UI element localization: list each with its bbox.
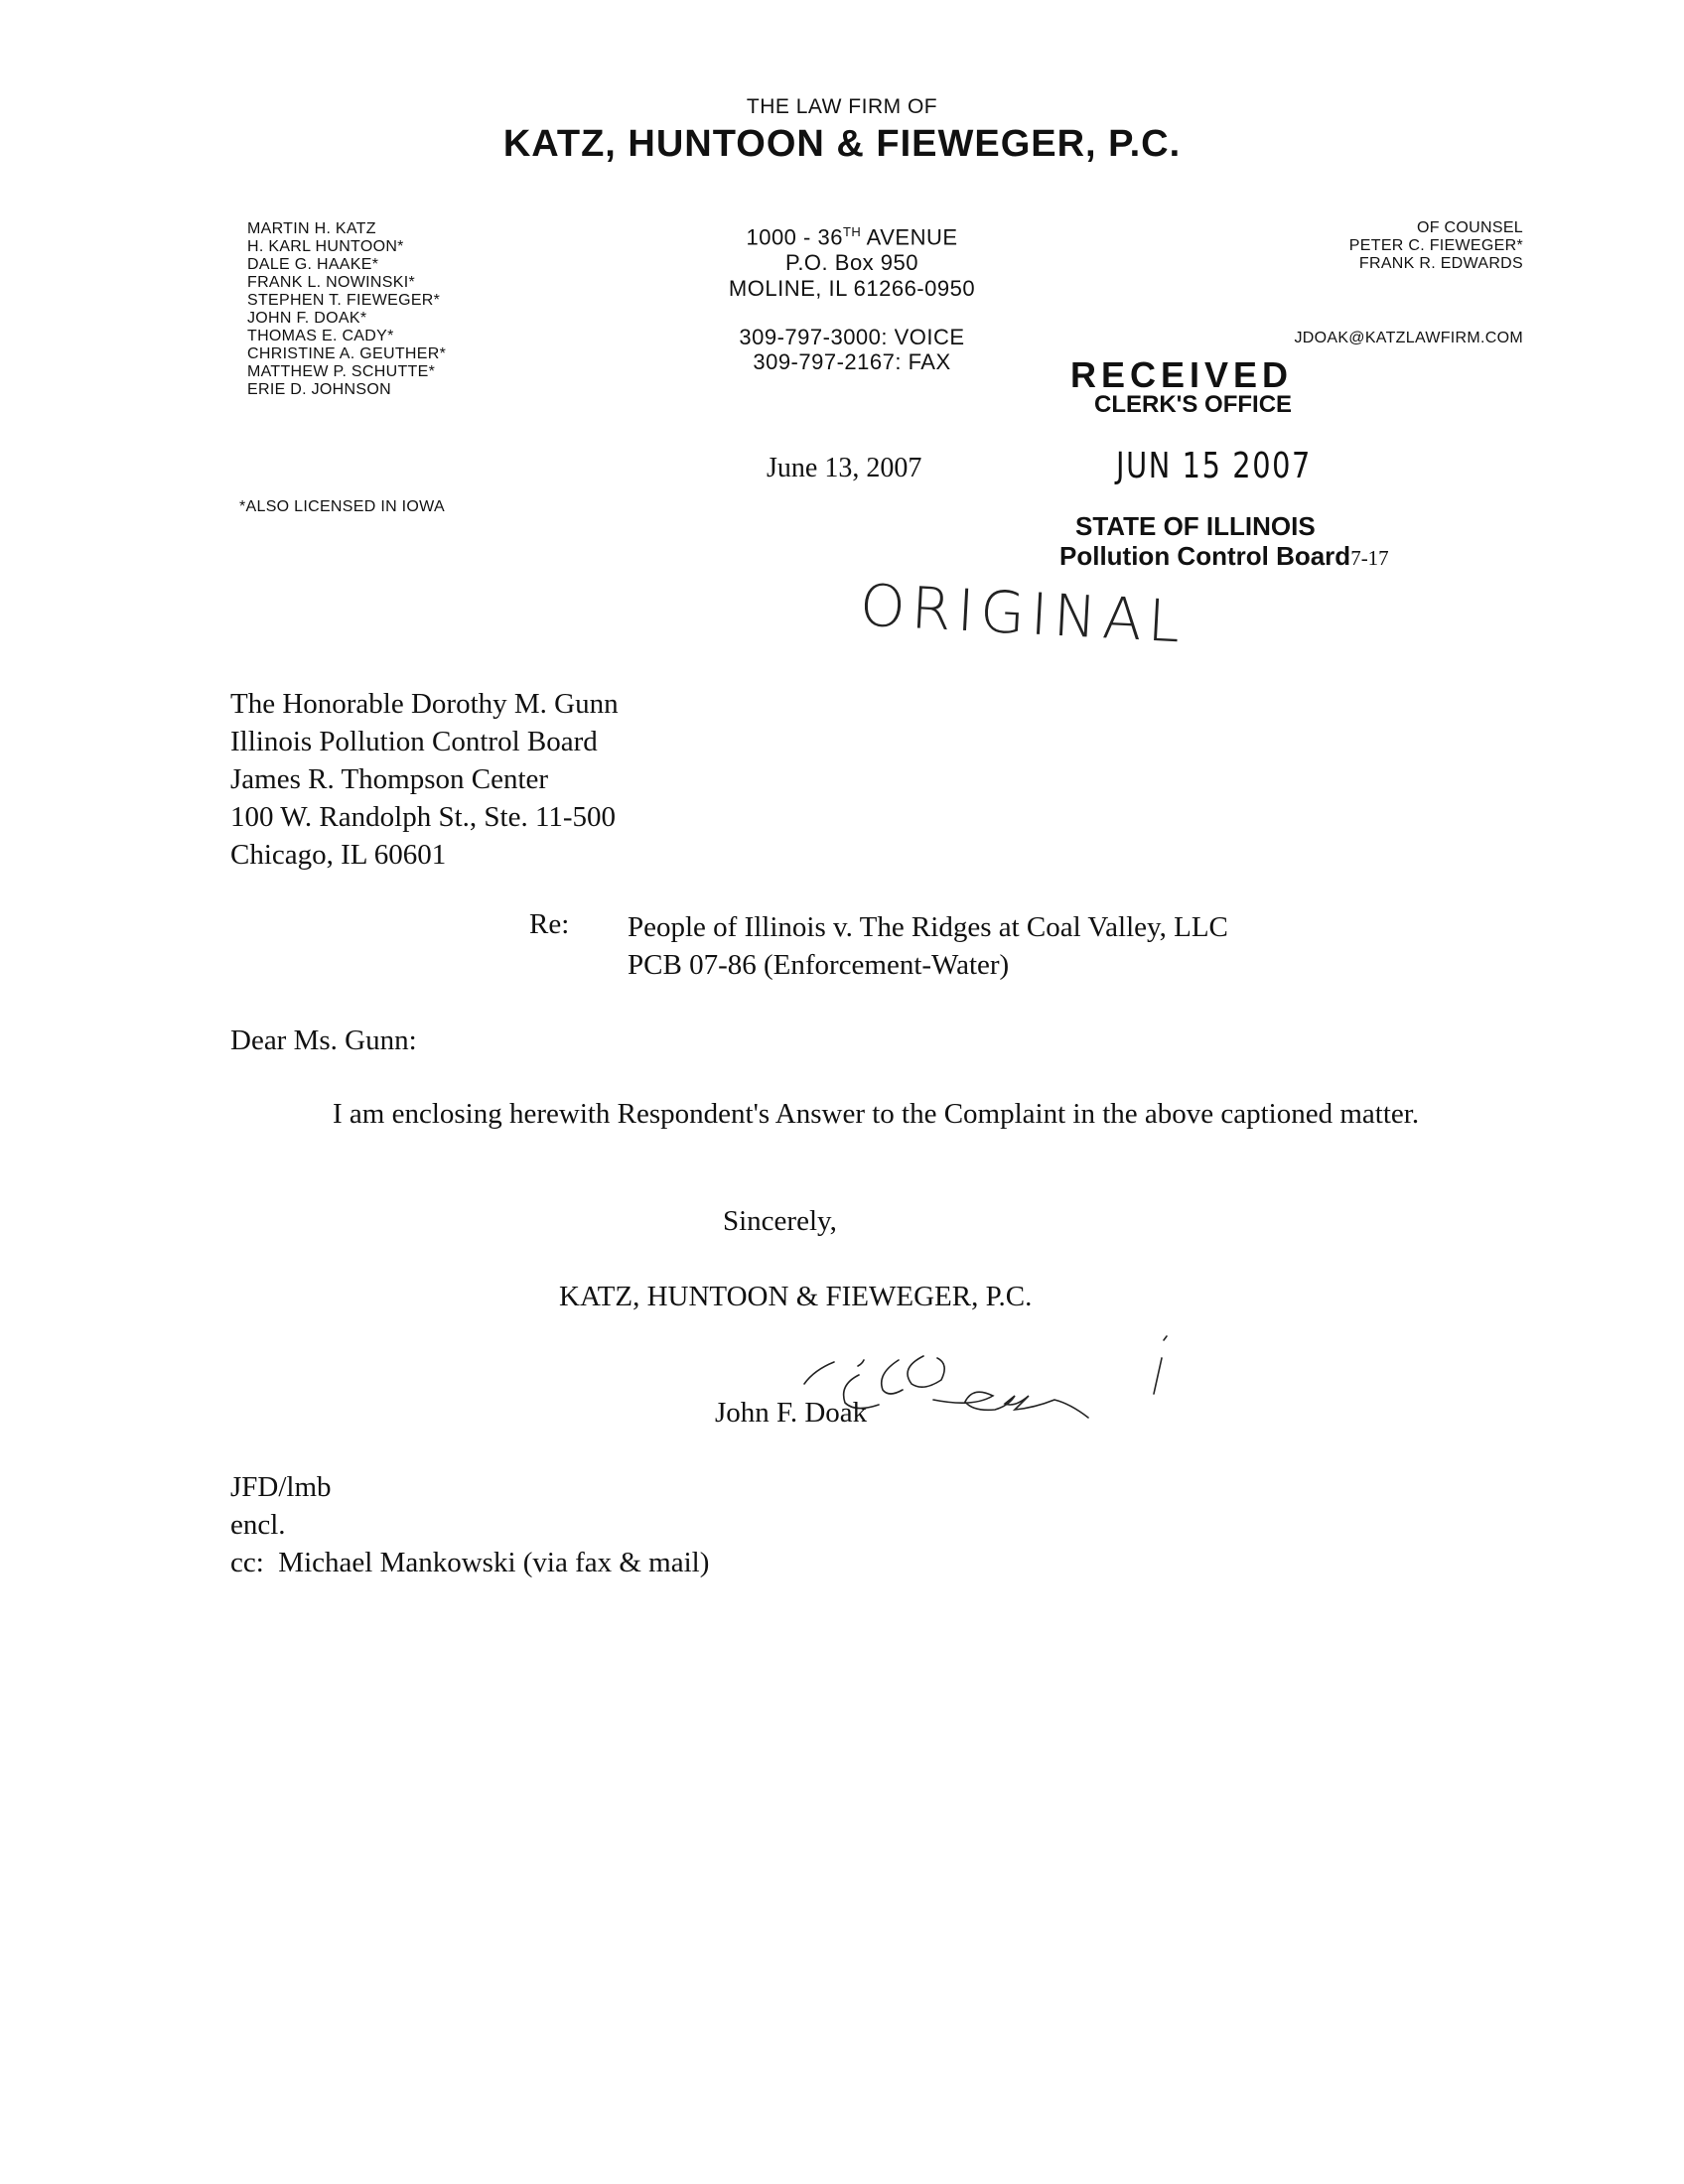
salutation: Dear Ms. Gunn: bbox=[230, 1024, 417, 1056]
stamp-date: JUN 15 2007 bbox=[1116, 446, 1312, 486]
phone-voice: 309-797-3000: VOICE bbox=[739, 325, 965, 349]
handwritten-signature bbox=[784, 1330, 1201, 1449]
letter-footer bbox=[230, 1468, 709, 1581]
attorney-name: H. KARL HUNTOON* bbox=[247, 238, 404, 255]
stamp-state: STATE OF ILLINOIS bbox=[1075, 511, 1316, 541]
signer-name: John F. Doak bbox=[715, 1397, 868, 1429]
signoff-firm: KATZ, HUNTOON & FIEWEGER, P.C. bbox=[559, 1281, 1033, 1312]
re-label: Re: bbox=[529, 908, 570, 940]
recipient-line: Chicago, IL 60601 bbox=[230, 839, 447, 871]
firm-address bbox=[655, 219, 1049, 302]
license-footnote: *ALSO LICENSED IN IOWA bbox=[239, 498, 445, 515]
stamp-received: RECEIVED bbox=[1070, 354, 1294, 395]
stamp-board: Pollution Control Board7-17 bbox=[1059, 541, 1389, 571]
attorney-email: JDOAK@KATZLAWFIRM.COM bbox=[1294, 330, 1523, 346]
attorney-name: THOMAS E. CADY* bbox=[247, 328, 394, 344]
address-line-3: MOLINE, IL 61266-0950 bbox=[728, 276, 976, 302]
recipient-line: Illinois Pollution Control Board bbox=[230, 726, 598, 757]
attorney-name: FRANK L. NOWINSKI* bbox=[247, 274, 415, 291]
firm-phones bbox=[655, 325, 1049, 374]
re-line: People of Illinois v. The Ridges at Coal Valley, LLC bbox=[628, 911, 1228, 943]
counsel-name: FRANK R. EDWARDS bbox=[1358, 255, 1523, 272]
attorney-name: DALE G. HAAKE* bbox=[247, 256, 379, 273]
address-line-2: P.O. Box 950 bbox=[784, 250, 918, 276]
attorney-name: MATTHEW P. SCHUTTE* bbox=[247, 363, 436, 380]
letter-date: June 13, 2007 bbox=[767, 453, 922, 483]
attorney-name: CHRISTINE A. GEUTHER* bbox=[247, 345, 447, 362]
phone-fax: 309-797-2167: FAX bbox=[753, 349, 951, 374]
recipient-line: James R. Thompson Center bbox=[230, 763, 549, 795]
closing: Sincerely, bbox=[723, 1205, 837, 1237]
recipient-address bbox=[230, 685, 619, 874]
body-paragraph: I am enclosing herewith Respondent's Answer to the Complaint in the above captioned matter. bbox=[333, 1098, 1420, 1130]
recipient-line: The Honorable Dorothy M. Gunn bbox=[230, 688, 619, 720]
stamp-clerks-office: CLERK'S OFFICE bbox=[1094, 391, 1293, 418]
attorney-name: JOHN F. DOAK* bbox=[247, 310, 367, 327]
attorney-list bbox=[247, 220, 446, 399]
stamp-board-code: 7-17 bbox=[1350, 546, 1389, 570]
cc-line: cc: Michael Mankowski (via fax & mail) bbox=[230, 1547, 710, 1578]
re-subject bbox=[628, 908, 1228, 984]
counsel-name: PETER C. FIEWEGER* bbox=[1348, 237, 1523, 254]
of-counsel-heading: OF COUNSEL bbox=[1416, 219, 1523, 236]
attorney-name: MARTIN H. KATZ bbox=[247, 220, 376, 237]
attorney-name: STEPHEN T. FIEWEGER* bbox=[247, 292, 441, 309]
attorney-name: ERIE D. JOHNSON bbox=[247, 381, 391, 398]
recipient-line: 100 W. Randolph St., Ste. 11-500 bbox=[230, 801, 617, 833]
address-line-1: 1000 - 36TH AVENUE bbox=[746, 224, 958, 250]
typist-initials: JFD/lmb bbox=[230, 1471, 332, 1503]
of-counsel bbox=[1349, 219, 1523, 273]
firm-pretitle: THE LAW FIRM OF bbox=[746, 95, 938, 118]
enclosure-note: encl. bbox=[230, 1509, 286, 1541]
re-line: PCB 07-86 (Enforcement-Water) bbox=[628, 949, 1010, 981]
firm-name: KATZ, HUNTOON & FIEWEGER, P.C. bbox=[502, 123, 1182, 165]
stamp-original: ORIGINAL bbox=[858, 571, 1189, 656]
